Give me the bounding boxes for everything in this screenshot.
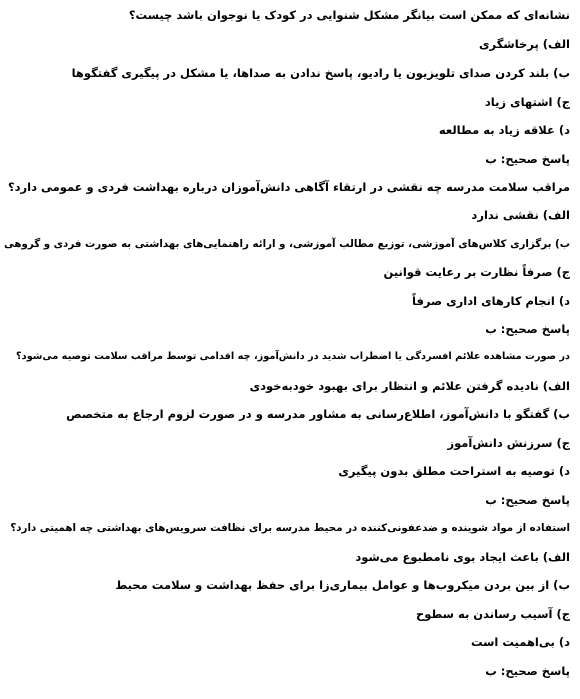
correct-answer: پاسخ صحیح: ب: [485, 664, 570, 678]
question-2: مراقب سلامت مدرسه چه نقشی در ارتقاء آگاهی دانش‌آموزان درباره بهداشت فردی و عمومی دارد؟: [7, 180, 570, 194]
option-d: د) بی‌اهمیت است: [470, 635, 570, 649]
option-b: ب) گفتگو با دانش‌آموز، اطلاع‌رسانی به مشاور مدرسه و در صورت لزوم ارجاع به متخصص: [66, 407, 570, 421]
option-a: الف) پرخاشگری: [479, 37, 570, 51]
option-b: ب) بلند کردن صدای تلویزیون یا رادیو، پاسخ ندادن به صداها، یا مشکل در پیگیری گفتگوها: [71, 66, 570, 80]
question-4: استفاده از مواد شوینده و ضدعفونی‌کننده در محیط مدرسه برای نظافت سرویس‌های بهداشتی چه اهمیتی دارد؟: [10, 522, 570, 534]
option-b: ب) از بین بردن میکروب‌ها و عوامل بیماری‌زا برای حفظ بهداشت و سلامت محیط: [115, 578, 570, 592]
option-c: ج) آسیب رساندن به سطوح: [415, 607, 570, 621]
question-3: در صورت مشاهده علائم افسردگی یا اضطراب شدید در دانش‌آموز، چه اقدامی توسط مراقب سلامت توصیه می‌شود؟: [16, 351, 570, 362]
option-b: ب) برگزاری کلاس‌های آموزشی، توزیع مطالب آموزشی، و ارائه راهنمایی‌های بهداشتی به صورت فردی و گروهی: [3, 238, 570, 250]
question-1: نشانه‌ای که ممکن است بیانگر مشکل شنوایی در کودک یا نوجوان باشد چیست؟: [128, 8, 570, 22]
option-a: الف) نقشی ندارد: [471, 208, 570, 222]
option-c: ج) صرفاً نظارت بر رعایت قوانین: [383, 265, 570, 279]
option-c: ج) سرزنش دانش‌آموز: [447, 436, 570, 450]
option-a: الف) باعث ایجاد بوی نامطبوع می‌شود: [355, 550, 570, 564]
correct-answer: پاسخ صحیح: ب: [485, 152, 570, 166]
option-d: د) توصیه به استراحت مطلق بدون پیگیری: [338, 464, 570, 478]
option-a: الف) نادیده گرفتن علائم و انتظار برای بهبود خودبه‌خودی: [249, 379, 570, 393]
option-d: د) انجام کارهای اداری صرفاً: [412, 294, 570, 308]
correct-answer: پاسخ صحیح: ب: [485, 322, 570, 336]
correct-answer: پاسخ صحیح: ب: [485, 493, 570, 507]
option-c: ج) اشتهای زیاد: [484, 95, 570, 109]
option-d: د) علاقه زیاد به مطالعه: [438, 123, 570, 137]
